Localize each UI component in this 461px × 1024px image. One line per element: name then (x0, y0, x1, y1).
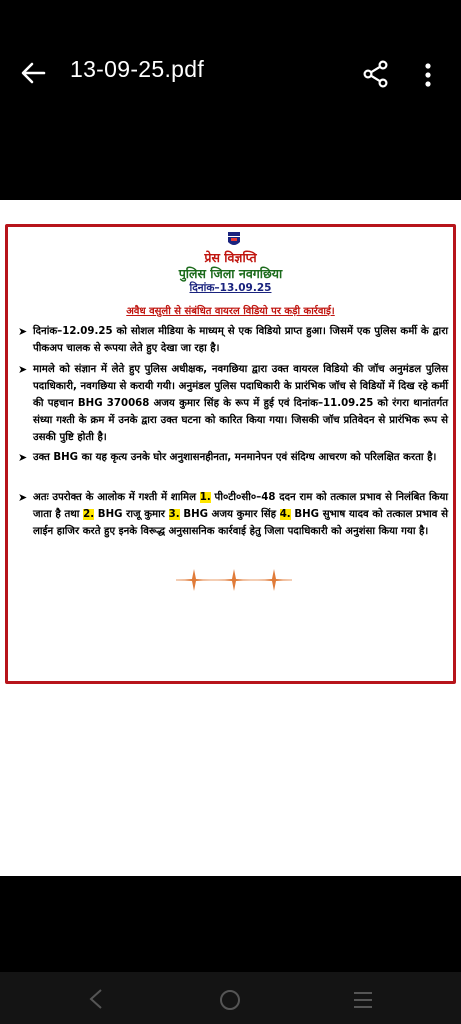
document-title: 13-09-25.pdf (70, 56, 205, 82)
bullet-arrow-icon: ➤ (18, 491, 28, 504)
nav-back-icon[interactable] (88, 988, 104, 1010)
highlight-number: 3. (168, 509, 180, 520)
heading-police-district: पुलिस जिला नवगछिया (178, 266, 283, 281)
highlight-number: 4. (279, 509, 291, 520)
police-emblem-icon (226, 231, 242, 249)
highlight-number: 1. (199, 492, 211, 503)
bullet-arrow-icon: ➤ (18, 363, 28, 376)
bullet-arrow-icon: ➤ (18, 325, 28, 338)
more-vert-icon[interactable] (420, 60, 436, 90)
nav-recents-icon[interactable] (352, 990, 374, 1010)
release-date: दिनांक–13.09.25 (189, 282, 272, 294)
paragraph-3: ➤ उक्त BHG का यह कृत्य उनके घोर अनुशासनहीनता, मनमानेपन एवं संदिग्ध आचरण को परिलक्षित करता है। (18, 451, 437, 464)
paragraph-2: ➤ मामले को संज्ञान में लेते हुए पुलिस अधीक्षक, नवगछिया द्वारा उक्त वायरल विडियो की जॉच अनुमंडल पुलिस पदाधिकारी, नवगछिया से करायी गयी। अनुमंडल पुलिस पदाधिकारी के प्रारंभिक जॉच से विडियों में दिख रहे कर्मी की पहचान BHG 370068 अजय कुमार सिंह के रूप में हुई एवं दिनांक–11.09.25 को रंगरा थानांतर्गत संध्या गश्ती के क्रम में उनके द्वारा उक्त घटना को कारित किया गया। जिसकी जॉच प्रतिवेदन से प्रारंभिक रूप से उसकी पुष्टि होती है। (18, 363, 448, 443)
paragraph-1: ➤ दिनांक–12.09.25 को सोशल मीडिया के माध्यम् से एक विडियो प्राप्त हुआ। जिसमें एक पुलिस कर्मी के द्वारा पीकअप चालक से रूपया लेते हुए देखा जा रहा है। (18, 325, 448, 354)
nav-home-icon[interactable] (218, 988, 242, 1012)
release-subject: अवैध वसुली से संबंधित वायरल विडियो पर कड़ी कार्रवाई। (126, 306, 335, 317)
highlight-number: 2. (83, 509, 95, 520)
app-bar (0, 0, 461, 200)
heading-press-release: प्रेस विज्ञप्ति (204, 250, 257, 265)
star-ornament-icon (174, 565, 294, 595)
paragraph-4: ➤ अतः उपरोक्त के आलोक में गश्ती में शामिल 1. पी०टी०सी०–48 ददन राम को तत्काल प्रभाव से निलंबित किया जाता है तथा 2. BHG राजू कुमार 3. BHG अजय कुमार सिंह 4. BHG सुभाष यादव को तत्काल प्रभाव से लाईन हाजिर करते हुए इनके विरूद्ध अनुसासनिक कार्रवाई हेतु जिला पदाधिकारी को अनुशंसा किया गया है। (18, 491, 449, 537)
bullet-arrow-icon: ➤ (18, 451, 28, 464)
arrow-left-icon[interactable] (18, 58, 48, 88)
press-release-document (5, 224, 456, 684)
pdf-page[interactable] (0, 200, 461, 876)
share-icon[interactable] (362, 60, 390, 88)
